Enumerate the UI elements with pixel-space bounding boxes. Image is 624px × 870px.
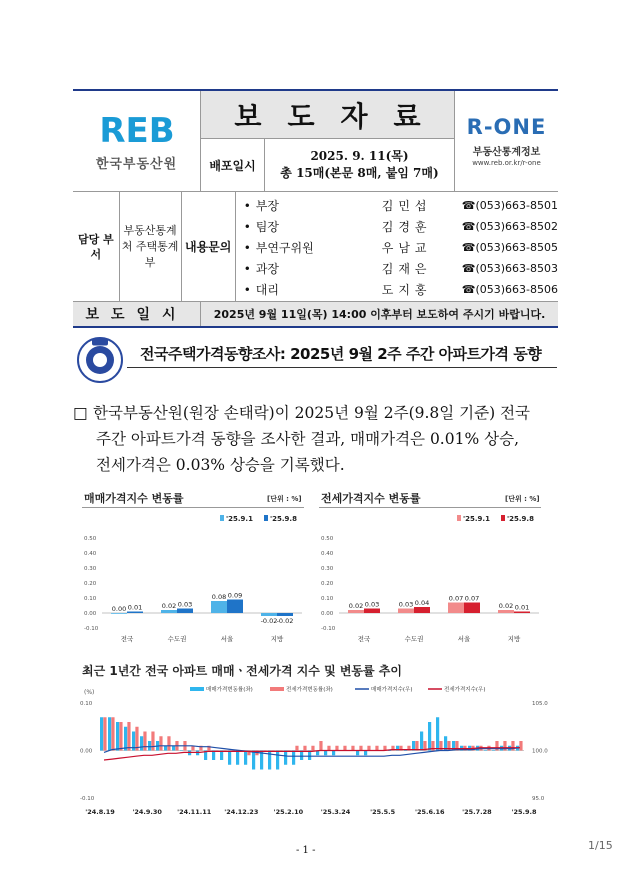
trend-combo-chart	[70, 681, 554, 821]
dept-name: 부동산통계처 주택통계부	[120, 192, 182, 301]
x-tick-label: '25.3.24	[320, 808, 351, 816]
y-tick-label: 0.40	[321, 551, 334, 557]
bar	[398, 609, 414, 614]
trend-bar	[252, 751, 255, 770]
bar	[448, 603, 464, 614]
data-label: 0.03	[364, 600, 380, 609]
contact-row: • 과장 김재은 ☎(053)663-8503	[243, 261, 558, 276]
data-label: 0.00	[111, 605, 127, 613]
trend-bar	[428, 722, 431, 751]
summary-paragraph	[73, 400, 563, 478]
contact-role: 팀장	[255, 220, 279, 234]
bar	[514, 612, 530, 614]
data-label: 0.04	[414, 599, 430, 607]
contact-row: • 대리 도지홍 ☎(053)663-8506	[243, 282, 558, 297]
y-right-tick: 100.0	[532, 748, 548, 755]
y-tick-label: 0.00	[84, 611, 97, 617]
legend-label: '25.9.1	[226, 515, 253, 523]
data-label: 0.02	[161, 602, 177, 610]
contact-phone: ☎(053)663-8505	[461, 241, 558, 254]
trend-bar	[116, 722, 119, 751]
press-title: 보도자료	[201, 91, 454, 139]
rone-logo-cell	[455, 91, 558, 191]
x-tick-label: '25.5.5	[370, 808, 396, 816]
release-label: 보도일시	[73, 302, 201, 326]
y-tick-label: 0.20	[84, 581, 97, 587]
trend-bar	[172, 746, 175, 751]
contact-role: 대리	[255, 283, 279, 297]
trend-bar	[180, 751, 183, 752]
contact-role: 부장	[255, 199, 279, 213]
data-label: 0.07	[448, 594, 464, 603]
y-left-tick: 0.10	[80, 701, 93, 707]
trend-bar	[436, 717, 439, 750]
bar	[498, 610, 514, 613]
para-line-1: 한국부동산원(원장 손태락)이 2025년 9월 2주(9.8일 기준) 전국	[93, 404, 531, 422]
trend-bar	[292, 751, 295, 765]
legend-swatch	[457, 515, 461, 521]
data-label: 0.01	[127, 603, 143, 612]
trend-chart-title: 최근 1년간 전국 아파트 매매ㆍ전세가격 지수 및 변동률 추이	[82, 664, 402, 678]
org-name: 한국부동산원	[95, 156, 178, 172]
data-label: 0.08	[211, 593, 227, 601]
x-tick-label: '24.11.11	[177, 808, 212, 816]
square-bullet-icon: □	[73, 404, 88, 422]
dist-date: 2025. 9. 11(목)	[310, 149, 409, 163]
dept-label: 담당 부서	[73, 192, 120, 301]
page-count: 1/15	[588, 839, 613, 852]
trend-bar	[284, 751, 287, 765]
x-tick-label: '25.9.8	[511, 808, 537, 816]
trend-bar	[244, 751, 247, 765]
trend-bar	[404, 751, 407, 752]
y-tick-label: 0.30	[321, 566, 334, 572]
data-label: 0.03	[177, 600, 193, 609]
para-line-2: 주간 아파트가격 동향을 조사한 결과, 매매가격은 0.01% 상승,	[96, 430, 519, 448]
trend-bar	[311, 746, 314, 751]
x-category-label: 지방	[507, 635, 521, 643]
trend-bar	[420, 732, 423, 751]
legend-label: 매매가격지수(우)	[371, 687, 413, 693]
trend-bar	[111, 717, 114, 750]
press-header	[73, 89, 558, 328]
trend-bar	[228, 751, 231, 765]
contact-phone: ☎(053)663-8506	[461, 283, 558, 296]
trend-bar	[492, 751, 495, 752]
rone-logo: R-ONE	[466, 115, 547, 139]
trend-bar	[367, 746, 370, 751]
trend-bar	[100, 717, 103, 750]
bar	[127, 612, 143, 614]
y-tick-label: 0.10	[84, 596, 97, 602]
trend-bar	[108, 717, 111, 750]
rone-url: www.reb.or.kr/r-one	[472, 159, 541, 167]
y-tick-label: -0.10	[84, 626, 99, 632]
contact-role: 과장	[255, 262, 279, 276]
contact-name: 도지홍	[381, 283, 432, 297]
trend-bar	[167, 736, 170, 750]
x-category-label: 지방	[270, 635, 284, 643]
data-label: -0.02	[260, 617, 278, 625]
bar	[177, 609, 193, 614]
trend-bar	[351, 746, 354, 751]
bar	[464, 603, 480, 614]
trend-bar	[159, 736, 162, 750]
trend-bar	[327, 746, 330, 751]
legend-label: '25.9.1	[463, 515, 490, 523]
x-tick-label: '25.7.28	[462, 808, 492, 816]
trend-bar	[295, 746, 298, 751]
legend-swatch	[270, 687, 284, 691]
trend-bar	[276, 751, 279, 770]
trend-bar	[151, 732, 154, 751]
contact-row: • 팀장 김경훈 ☎(053)663-8502	[243, 219, 558, 234]
trend-bar	[324, 751, 327, 756]
trend-bar	[236, 751, 239, 765]
y-left-tick: 0.00	[80, 748, 93, 755]
x-category-label: 수도권	[404, 635, 424, 643]
data-label: -0.02	[276, 617, 294, 625]
reb-logo-text: REB	[98, 110, 175, 149]
x-tick-label: '24.8.19	[85, 808, 115, 816]
contact-phone: ☎(053)663-8502	[461, 220, 558, 233]
legend-swatch	[190, 687, 204, 691]
data-label: 0.07	[464, 594, 480, 603]
bar	[261, 613, 277, 616]
trend-bar	[124, 727, 127, 751]
sale-chart-unit: [단위 : %]	[267, 495, 302, 503]
trend-bar	[164, 746, 167, 751]
contact-phone: ☎(053)663-8501	[461, 199, 558, 212]
legend-label: 전세가격변동률(좌)	[286, 687, 333, 693]
y-left-tick: -0.10	[80, 796, 95, 802]
contact-row: • 부장 김민섭 ☎(053)663-8501	[243, 198, 558, 213]
legend-swatch	[501, 515, 505, 521]
x-category-label: 전국	[120, 635, 134, 643]
data-label: 0.09	[227, 591, 243, 600]
trend-bar	[148, 741, 151, 751]
contact-role: 부연구위원	[255, 241, 314, 255]
legend-swatch	[264, 515, 268, 521]
x-tick-label: '25.2.10	[273, 808, 304, 816]
trend-bar	[356, 751, 359, 756]
statistics-seal-icon	[77, 337, 123, 383]
subtitle-underline	[127, 367, 557, 368]
x-category-label: 서울	[457, 635, 471, 643]
trend-bar	[127, 722, 130, 751]
page-number: - 1 -	[296, 845, 316, 856]
contact-list	[236, 192, 558, 301]
bar	[211, 601, 227, 613]
x-tick-label: '25.6.16	[415, 808, 445, 816]
trend-bar	[519, 741, 522, 751]
inquiry-label: 내용문의	[182, 192, 236, 301]
contact-name: 김경훈	[381, 220, 432, 234]
trend-bar	[343, 746, 346, 751]
bar	[277, 613, 293, 616]
y-tick-label: 0.10	[321, 596, 334, 602]
sale-chart-title: 매매가격지수 변동률	[84, 492, 184, 505]
bar	[414, 607, 430, 613]
y-tick-label: -0.10	[321, 626, 336, 632]
legend-swatch	[220, 515, 224, 521]
para-line-3: 전세가격은 0.03% 상승을 기록했다.	[96, 456, 345, 474]
dist-pages: 총 15매(본문 8매, 붙임 7매)	[280, 166, 439, 180]
legend-label: '25.9.8	[507, 515, 534, 523]
subtitle: 전국주택가격동향조사: 2025년 9월 2주 주간 아파트가격 동향	[140, 345, 542, 363]
trend-bar	[119, 722, 122, 751]
y-tick-label: 0.30	[84, 566, 97, 572]
contact-name: 김재은	[381, 262, 432, 276]
trend-bar	[332, 751, 335, 756]
bar	[348, 610, 364, 613]
data-label: 0.02	[498, 602, 514, 610]
reb-logo	[93, 111, 181, 149]
sale-bar-chart	[80, 508, 306, 650]
y-right-tick: 95.0	[532, 796, 545, 802]
trend-bar	[484, 751, 487, 752]
trend-bar	[143, 732, 146, 751]
trend-bar	[375, 746, 378, 751]
left-unit-label: (%)	[84, 689, 95, 696]
trend-bar	[319, 741, 322, 751]
trend-bar	[364, 751, 367, 756]
data-label: 0.02	[348, 602, 364, 610]
x-category-label: 전국	[357, 635, 371, 643]
x-tick-label: '24.9.30	[132, 808, 162, 816]
bar	[227, 600, 243, 614]
dist-label: 배포일시	[201, 139, 265, 191]
contact-phone: ☎(053)663-8503	[461, 262, 558, 275]
contact-name: 우남교	[381, 241, 432, 255]
contact-row: • 부연구위원 우남교 ☎(053)663-8505	[243, 240, 558, 255]
trend-bar	[335, 746, 338, 751]
bar	[161, 610, 177, 613]
trend-bar	[303, 746, 306, 751]
legend-label: 매매가격변동률(좌)	[206, 687, 253, 693]
rent-bar-chart	[317, 508, 543, 650]
bar	[111, 613, 127, 614]
y-tick-label: 0.20	[321, 581, 334, 587]
rent-chart-unit: [단위 : %]	[505, 495, 540, 503]
trend-bar	[103, 717, 106, 750]
x-category-label: 서울	[220, 635, 234, 643]
legend-label: '25.9.8	[270, 515, 297, 523]
y-tick-label: 0.00	[321, 611, 334, 617]
y-right-tick: 105.0	[532, 701, 548, 707]
data-label: 0.01	[514, 603, 530, 612]
rone-name: 부동산통계정보	[472, 147, 541, 158]
reb-logo-cell	[73, 91, 201, 191]
y-tick-label: 0.40	[84, 551, 97, 557]
y-tick-label: 0.50	[84, 536, 97, 542]
bar	[364, 609, 380, 614]
rent-chart-title: 전세가격지수 변동률	[321, 492, 421, 505]
legend-label: 전세가격지수(우)	[444, 687, 486, 693]
x-category-label: 수도권	[167, 635, 187, 643]
trend-bar	[140, 736, 143, 750]
trend-bar	[359, 746, 362, 751]
y-tick-label: 0.50	[321, 536, 334, 542]
data-label: 0.03	[398, 600, 414, 609]
x-tick-label: '24.12.23	[224, 808, 259, 816]
contact-name: 김민섭	[381, 199, 432, 213]
release-text: 2025년 9월 11일(목) 14:00 이후부터 보도하여 주시기 바랍니다.	[213, 308, 546, 321]
